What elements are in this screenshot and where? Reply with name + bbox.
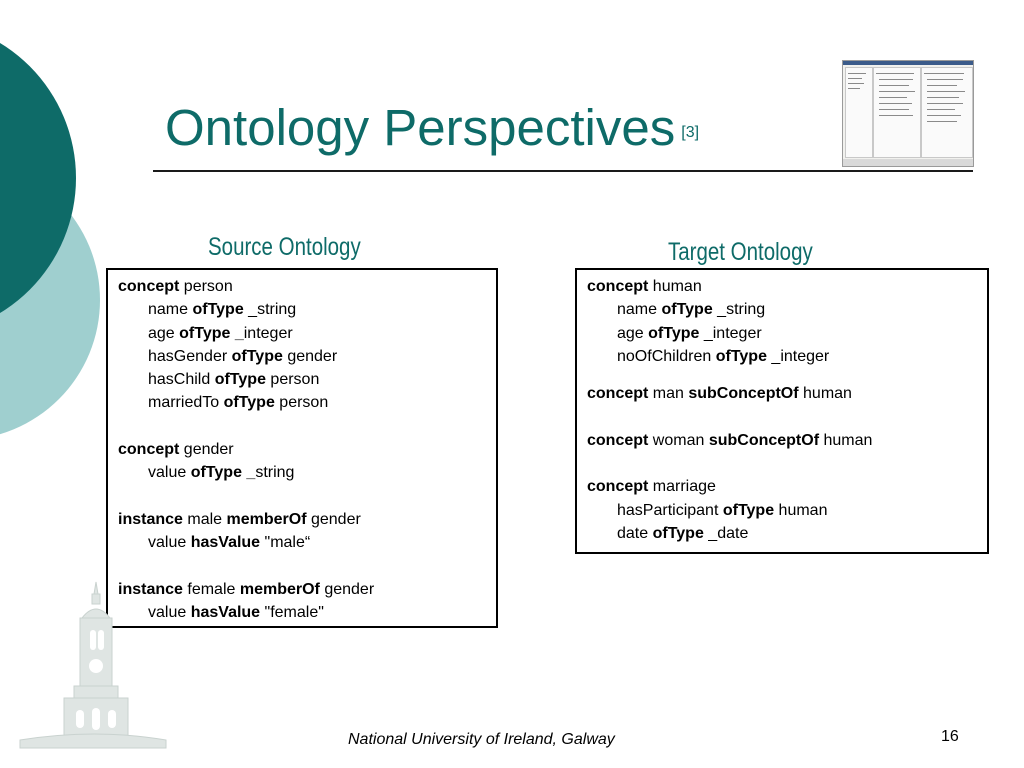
footer-institution: National University of Ireland, Galway [348,731,615,748]
target-line: date ofType _date [617,524,749,542]
page-number: 16 [941,728,959,745]
target-line: concept man subConceptOf human [587,385,852,403]
source-ontology-box [106,268,498,628]
target-line: concept marriage [587,478,716,496]
source-line: value ofType _string [148,464,295,482]
source-line: concept gender [118,441,234,459]
target-line: name ofType _string [617,301,766,319]
target-line: concept woman subConceptOf human [587,431,873,449]
slide-title-text: Ontology Perspectives [165,99,676,156]
ontology-editor-thumbnail-icon [842,60,974,167]
source-line: instance female memberOf gender [118,580,375,598]
slide-title-reference: [3] [681,124,700,141]
target-line: concept human [587,278,702,295]
source-line: concept person [118,278,233,295]
source-line: value hasValue "female" [148,604,324,622]
university-quadrangle-crest-icon [12,578,172,750]
target-ontology-heading: Target Ontology [668,238,813,266]
slide-title [165,98,699,163]
source-line: value hasValue "male“ [148,534,311,552]
title-divider [153,170,973,172]
source-line: hasGender ofType gender [148,347,338,365]
target-ontology-box [575,268,989,554]
source-line: hasChild ofType person [148,371,320,389]
source-ontology-heading: Source Ontology [208,233,361,261]
source-line: name ofType _string [148,301,297,319]
source-line: marriedTo ofType person [148,394,329,412]
target-line: age ofType _integer [617,324,762,342]
source-line: age ofType _integer [148,324,293,342]
target-line: noOfChildren ofType _integer [617,347,830,365]
source-line: instance male memberOf gender [118,510,361,528]
target-line: hasParticipant ofType human [617,501,828,519]
